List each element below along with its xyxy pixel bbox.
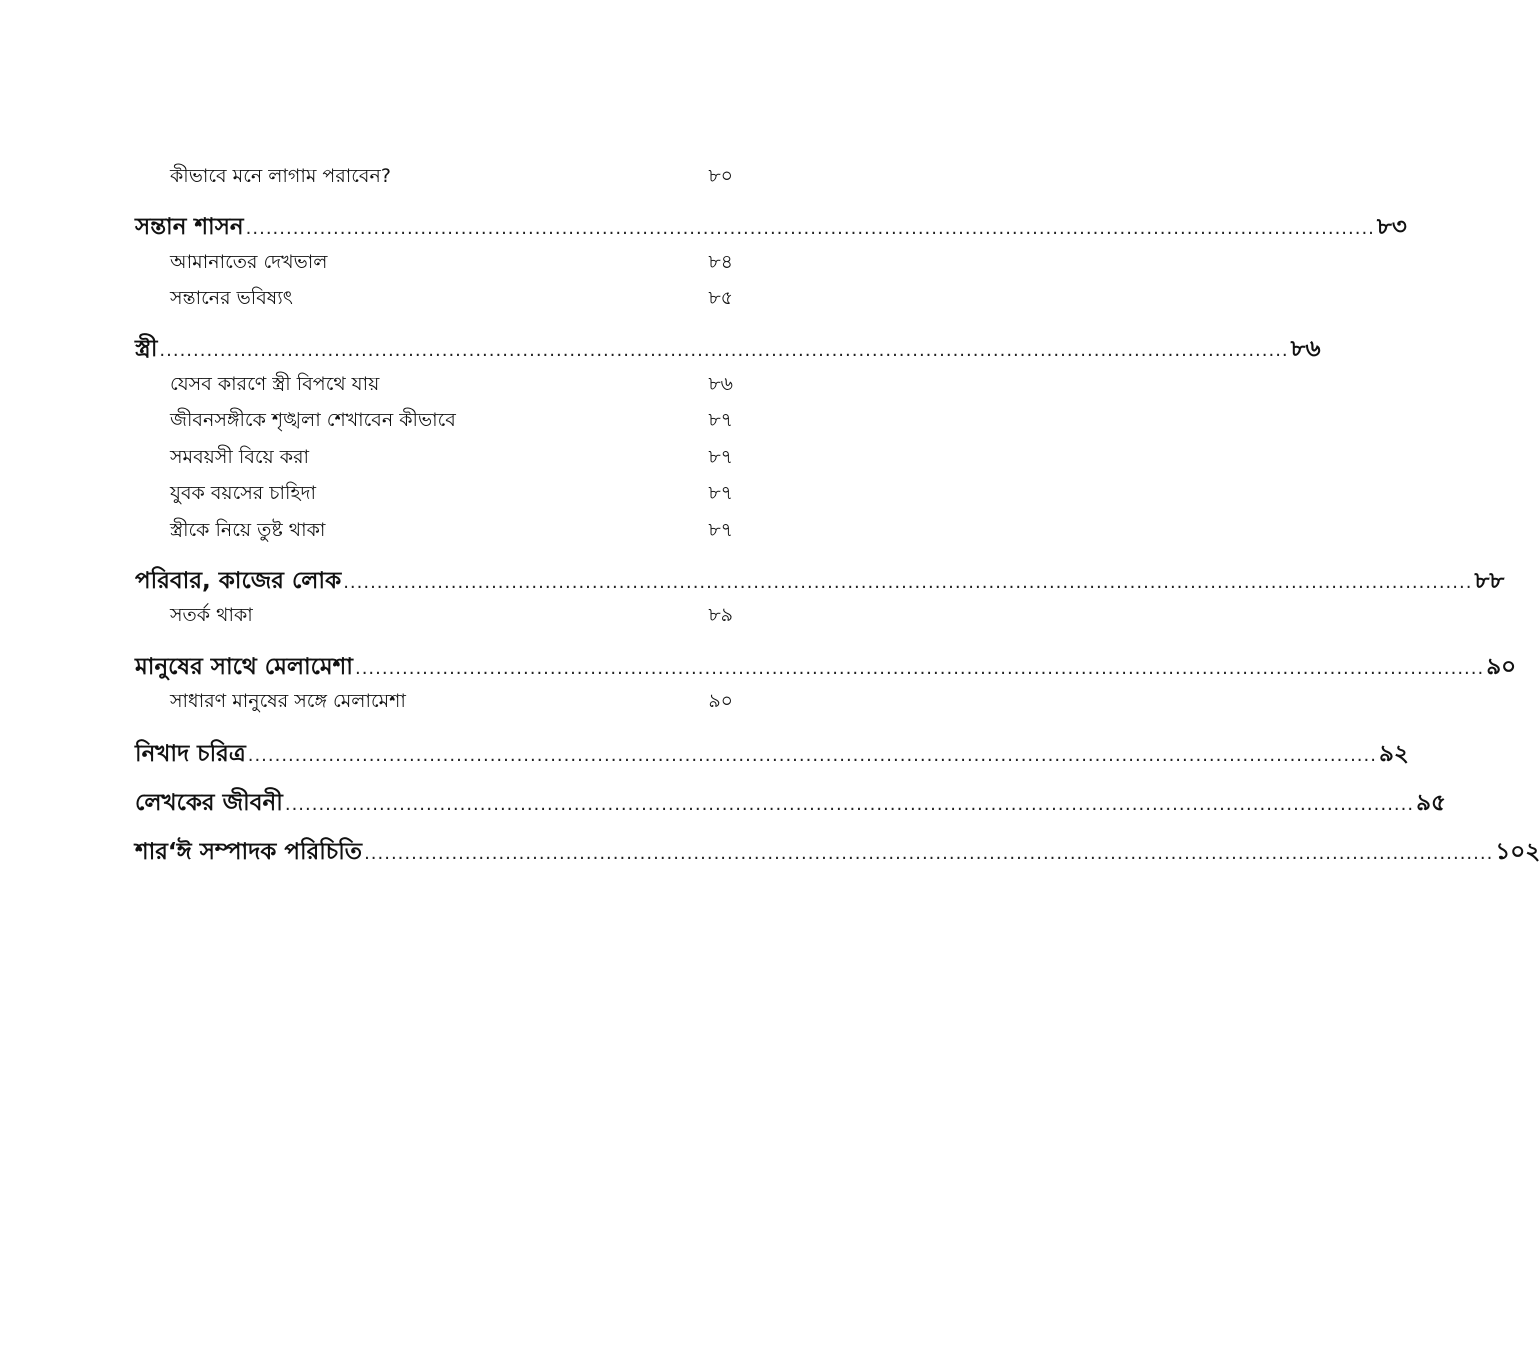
toc-entry — [170, 443, 733, 475]
toc-entry-title: স্ত্রী — [135, 336, 158, 362]
toc-entry-title: জীবনসঙ্গীকে শৃঙ্খলা শেখাবেন কীভাবে — [170, 409, 456, 431]
toc-entry — [170, 370, 733, 402]
toc-dot-leader: ........................................................................................................................................................................ — [245, 218, 1375, 239]
toc-entry-page: ৮৬ — [708, 373, 733, 395]
toc-entry-page: ৮৮ — [1474, 568, 1505, 594]
toc-dot-leader: ........................................................................................................................................................................ — [354, 658, 1485, 679]
toc-section-entry — [135, 735, 1409, 774]
toc-dot-leader: ........................................................................................................................................................................ — [159, 340, 1289, 361]
toc-section-entry — [135, 330, 1321, 369]
toc-entry-page: ৮৯ — [708, 604, 733, 626]
toc-section-entry — [135, 562, 1505, 601]
toc-entry-title: নিখাদ চরিত্র — [135, 741, 246, 767]
toc-entry-title: সতর্ক থাকা — [170, 604, 253, 626]
toc-entry-page: ৮৭ — [708, 482, 733, 504]
toc-entry-page: ৮৩ — [1376, 214, 1407, 240]
toc-entry-title: মানুষের সাথে মেলামেশা — [135, 654, 353, 680]
toc-entry — [170, 687, 733, 719]
toc-entry-title: পরিবার, কাজের লোক — [135, 568, 342, 594]
toc-entry-title: সমবয়সী বিয়ে করা — [170, 446, 310, 468]
toc-entry-title: সন্তানের ভবিষ্যৎ — [170, 287, 293, 309]
toc-dot-leader: ........................................................................................................................................................................ — [343, 572, 1473, 593]
toc-entry-title: স্ত্রীকে নিয়ে তুষ্ট থাকা — [170, 519, 326, 541]
toc-entry-title: যুবক বয়সের চাহিদা — [170, 482, 316, 504]
toc-section-entry — [135, 784, 1446, 823]
toc-section-entry — [135, 208, 1407, 247]
toc-entry — [170, 162, 733, 194]
toc-entry — [170, 406, 733, 438]
toc-entry-page: ১০২ — [1495, 839, 1540, 865]
toc-entry-title: শার‘ঈ সম্পাদক পরিচিতি — [135, 839, 363, 865]
toc-entry-page: ৮৬ — [1290, 336, 1321, 362]
toc-entry-title: আমানাতের দেখভাল — [170, 251, 328, 273]
toc-entry-title: কীভাবে মনে লাগাম পরাবেন? — [170, 165, 391, 187]
toc-entry-page: ৮৭ — [708, 409, 733, 431]
toc-entry — [170, 284, 733, 316]
toc-dot-leader: ........................................................................................................................................................................ — [247, 745, 1377, 766]
toc-entry — [170, 601, 733, 633]
toc-entry-title: লেখকের জীবনী — [135, 790, 283, 816]
toc-entry-page: ৯২ — [1378, 741, 1409, 767]
toc-entry-page: ৮৭ — [708, 519, 733, 541]
toc-dot-leader: ........................................................................................................................................................................ — [284, 794, 1415, 815]
toc-entry-page: ৮৪ — [708, 251, 733, 273]
toc-entry — [170, 248, 733, 280]
toc-section-entry — [135, 648, 1517, 687]
toc-entry-page: ৮০ — [708, 165, 733, 187]
toc-entry-title: সন্তান শাসন — [135, 214, 244, 240]
toc-section-entry — [135, 833, 1540, 872]
toc-entry-page: ৮৭ — [708, 446, 733, 468]
toc-entry — [170, 479, 733, 511]
toc-dot-leader: ........................................................................................................................................................................ — [364, 843, 1494, 864]
toc-entry-page: ৯৫ — [1416, 790, 1446, 816]
toc-entry-page: ৯০ — [708, 690, 733, 712]
toc-entry-page: ৮৫ — [708, 287, 733, 309]
toc-entry — [170, 516, 733, 548]
toc-entry-title: সাধারণ মানুষের সঙ্গে মেলামেশা — [170, 690, 406, 712]
toc-entry-page: ৯০ — [1486, 654, 1517, 680]
toc-entry-title: যেসব কারণে স্ত্রী বিপথে যায় — [170, 373, 380, 395]
